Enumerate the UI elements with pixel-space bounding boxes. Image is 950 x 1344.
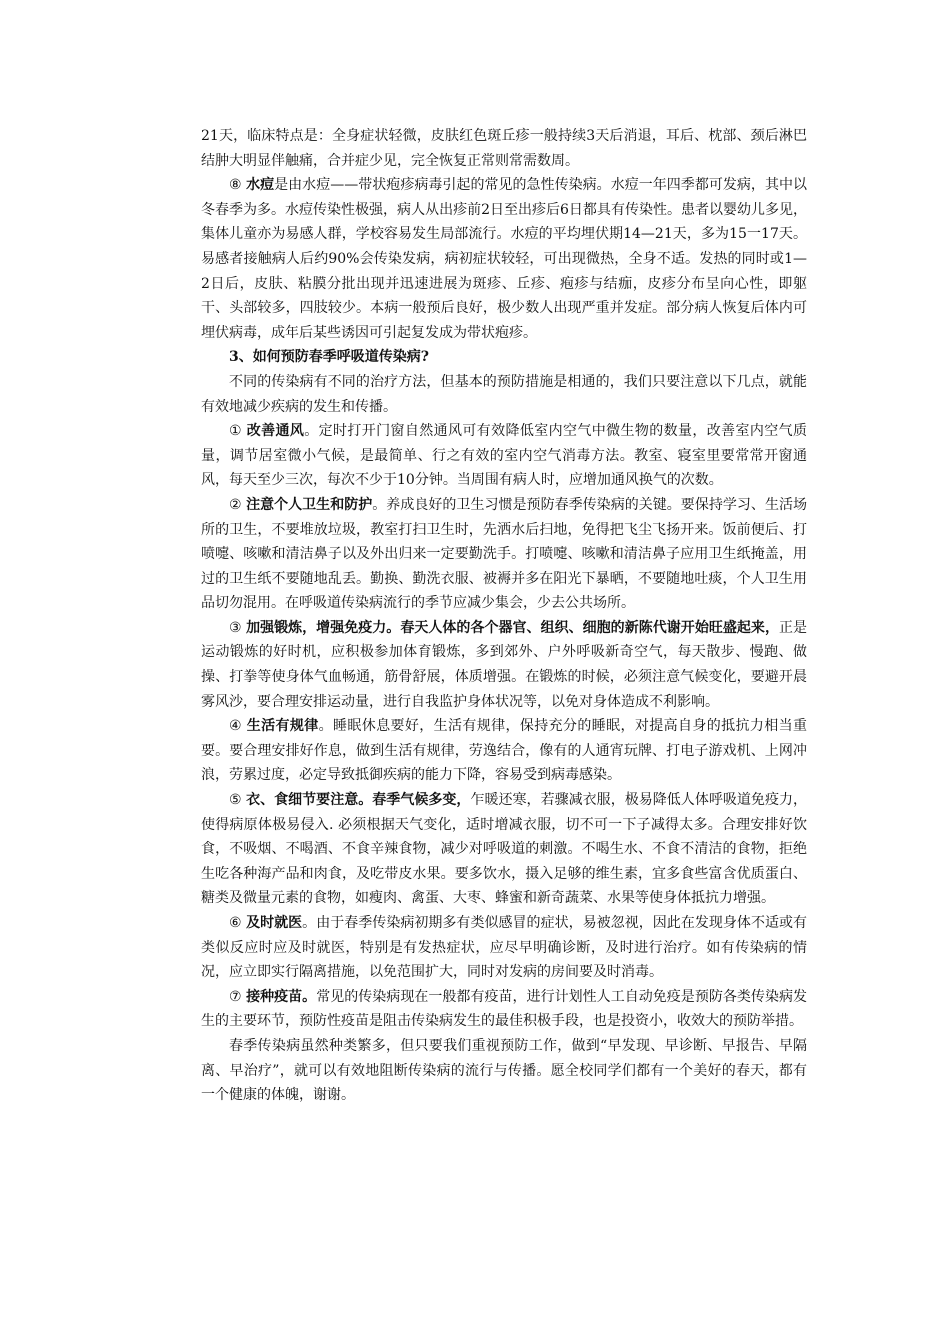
measure-number: ⑤	[229, 792, 247, 809]
measure-number: ⑥	[229, 915, 247, 931]
measure-title: 生活有规律	[246, 718, 319, 735]
measure-number: ①	[229, 423, 247, 440]
item-number: ⑧	[229, 177, 247, 194]
measure-number: ②	[229, 496, 247, 513]
measure-text: 。睡眠休息要好，生活有规律，保持充分的睡眠，对提高自身的抵抗力相当重要。要合理安排好作息，做到生活有规律，劳逸结合，像有的人通宵玩牌、打电子游戏机、上网冲浪，劳累过度，必定导致抵御疾病的能力下降，容易受到病毒感染。	[201, 718, 808, 784]
measure-title: 注意个人卫生和防护	[246, 496, 373, 513]
measure-text: 正是运动锻炼的好时机，应积极参加体育锻炼，多到郊外、户外呼吸新奇空气，每天散步、慢跑、做操、打拳等使身体气血畅通，筋骨舒展，体质增强。在锻炼的时候，必须注意气候变化，要避开晨雾风沙，要合理安排运动量，进行自我监护身体状况等，以免对身体造成不利影响。	[201, 619, 808, 710]
measure-number: ③	[229, 619, 247, 636]
measure-number: ⑦	[229, 988, 247, 1005]
measure-title: 改善通风	[246, 423, 305, 440]
measure-text: 。由于春季传染病初期多有类似感冒的症状，易被忽视，因此在发现身体不适或有类似反应时应及时就医，特别是有发热症状，应尽早明确诊断，及时进行治疗。如有传染病的情况，应立即实行隔离措施，以免范围扩大，同时对发病的房间要及时消毒。	[201, 915, 808, 981]
measure-text: 。定时打开门窗自然通风可有效降低室内空气中微生物的数量，改善室内空气质量，调节居室微小气候，是最简单、行之有效的室内空气消毒方法。教室、寝室里要常常开窗通风，每天至少三次，每次不少于10分钟。当周围有病人时，应增加通风换气的次数。	[201, 423, 808, 489]
measure-title: 接种疫苗。	[246, 988, 317, 1005]
item-text: 是由水痘——带状疱疹病毒引起的常见的急性传染病。水痘一年四季都可发病，其中以冬春季为多。水痘传染性极强，病人从出疹前2日至出疹后6日都具有传染性。患者以婴幼儿多见，集体儿童亦为易感人群，学校容易发生局部流行。水痘的平均埋伏期14—21天，多为15一17天。易感者接触病人后约90%会传染发病，病初症状较轻，可出现微热，全身不适。发热的同时或1—2日后，皮肤、粘膜分批出现并迅速进展为斑疹、丘疹、疱疹与结痂，皮疹分布呈向心性，即躯干、头部较多，四肢较少。本病一般预后良好，极少数人出现严重并发症。部分病人恢复后体内可埋伏病毒，成年后某些诱因可引起复发成为带状疱疹。	[201, 177, 808, 341]
measure-regular-life	[201, 714, 807, 788]
measure-ventilation	[201, 419, 807, 493]
measure-hygiene	[201, 493, 807, 616]
intro-paragraph: 21天，临床特点是：全身症状轻微，皮肤红色斑丘疹一般持续3天后消退，耳后、枕部、颈后淋巴结肿大明显伴触痛，合并症少见，完全恢复正常则常需数周。	[201, 128, 807, 169]
measure-title: 及时就医	[246, 915, 303, 931]
measure-text: 常见的传染病现在一般都有疫苗，进行计划性人工自动免疫是预防各类传染病发生的主要环节，预防性疫苗是阻击传染病发生的最佳积极手段，也是投资小，收效大的预防举措。	[201, 988, 808, 1030]
section-lead: 不同的传染病有不同的治疗方法，但基本的预防措施是相通的，我们只要注意以下几点，就能有效地减少疾病的发生和传播。	[201, 373, 807, 415]
measure-number: ④	[229, 718, 247, 735]
measure-exercise	[201, 616, 807, 714]
measure-title: 衣、食细节要注意。春季气候多变，	[246, 792, 471, 809]
section-heading: 3、如何预防春季呼吸道传染病?	[229, 349, 429, 366]
measure-text: 乍暖还寒，若骤减衣服，极易降低人体呼吸道免疫力，使得病原体极易侵入. 必须根据天气变化，适时增减衣服，切不可一下子减得太多。合理安排好饮食，不吸烟、不喝酒、不食辛辣食物，减少对呼吸道的刺激。不喝生水、不食不清洁的食物，拒绝生吃各种海产品和肉食，及吃带皮水果。要多饮水，摄入足够的维生素，宜多食些富含优质蛋白、糖类及微量元素的食物，如瘦肉、禽蛋、大枣、蜂蜜和新奇蔬菜、水果等使身体抵抗力增强。	[201, 792, 808, 907]
document-page	[201, 124, 807, 1108]
measure-clothing-diet	[201, 788, 807, 911]
measure-vaccination	[201, 985, 807, 1034]
item-title: 水痘	[246, 177, 275, 194]
measure-text: 。养成良好的卫生习惯是预防春季传染病的关键。要保持学习、生活场所的卫生，不要堆放垃圾，教室打扫卫生时，先洒水后扫地，免得把飞尘飞扬开来。饭前便后、打喷嚏、咳嗽和清洁鼻子以及外出归来一定要勤洗手。打喷嚏、咳嗽和清洁鼻子应用卫生纸掩盖，用过的卫生纸不要随地乱丢。勤换、勤洗衣服、被褥并多在阳光下暴晒，不要随地吐痰，个人卫生用品切勿混用。在呼吸道传染病流行的季节应减少集会，少去公共场所。	[201, 496, 807, 612]
measure-title: 加强锻炼，增强免疫力。春天人体的各个器官、组织、细胞的新陈代谢开始旺盛起来，	[246, 619, 779, 636]
conclusion-paragraph: 春季传染病虽然种类繁多，但只要我们重视预防工作，做到“早发现、早诊断、早报告、早隔离、早治疗”，就可以有效地阻断传染病的流行与传播。愿全校同学们都有一个美好的春天，都有一个健康的体魄，谢谢。	[201, 1037, 807, 1104]
item-chickenpox	[201, 173, 807, 345]
measure-see-doctor	[201, 911, 807, 985]
